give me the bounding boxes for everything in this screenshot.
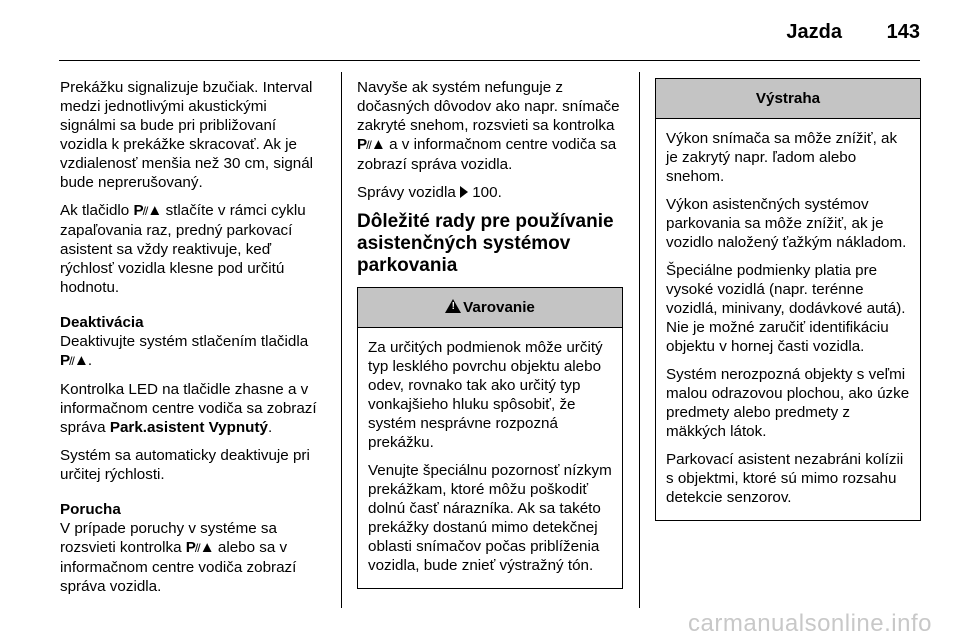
cross-reference: Správy vozidla 100. xyxy=(357,184,502,201)
caution-box-body xyxy=(656,119,920,520)
section-title: Jazda xyxy=(786,21,842,43)
paragraph: Systém nerozpozná objekty s veľmi malou odrazovou plochou, ako úzke predmety alebo predmety z mäkkých látok. xyxy=(666,366,910,440)
column-middle xyxy=(357,78,625,589)
column-left xyxy=(60,78,326,605)
paragraph: Systém sa automaticky deaktivuje pri určitej rýchlosti. xyxy=(60,447,310,483)
paragraph: Kontrolka LED na tlačidle zhasne a v informačnom centre vodiča sa zobrazí správa Park.asistent Vypnutý. xyxy=(60,381,317,436)
watermark: carmanualsonline.info xyxy=(688,610,932,637)
warning-box-body xyxy=(358,328,622,588)
warning-box xyxy=(357,287,623,589)
parking-assist-icon: P//▲ xyxy=(357,136,385,153)
page-reference-arrow-icon xyxy=(460,186,468,198)
paragraph: Špeciálne podmienky platia pre vysoké vozidlá (napr. terénne vozidlá, minivany, dodávkové autá). Nie je možné zaručiť identifikáciu objektu v hornej časti vozidla. xyxy=(666,262,906,355)
page-reference-link[interactable]: 100. xyxy=(472,184,502,201)
paragraph: V prípade poruchy v systéme sa rozsvieti kontrolka P//▲ alebo sa v informačnom centre vodiča zobrazí správa vozidla. xyxy=(60,520,297,595)
parking-assist-icon: P//▲ xyxy=(60,352,88,369)
parking-assist-icon: P//▲ xyxy=(133,202,162,219)
warning-triangle-icon: ! xyxy=(445,299,461,313)
header-divider xyxy=(59,60,920,61)
parking-assist-icon: P//▲ xyxy=(185,539,214,556)
caution-box xyxy=(655,78,921,521)
subheading-deactivation: Deaktivácia xyxy=(60,314,144,331)
warning-box-header: ! Varovanie xyxy=(358,288,622,328)
paragraph: Venujte špeciálnu pozornosť nízkym prekážkam, ktoré môžu poškodiť dolnú časť nárazníka. Ak sa takéto prekážky dostanú mimo detekčnej oblasti snímačov počas priblíženia vozidla, bude znieť výstražný tón. xyxy=(368,462,612,574)
column-divider xyxy=(639,72,640,608)
section-heading: Dôležité rady pre používanie asistenčných systémov parkovania xyxy=(357,211,614,276)
paragraph: Za určitých podmienok môže určitý typ lesklého povrchu objektu alebo odev, rovnako tak ako určitý typ vonkajšieho hluku spôsobiť, že systém nesprávne rozpozná prekážku. xyxy=(368,339,603,451)
column-divider xyxy=(341,72,342,608)
page-number: 143 xyxy=(886,21,920,43)
paragraph: Navyše ak systém nefunguje z dočasných dôvodov ako napr. snímače zakryté snehom, rozsvieti sa kontrolka P//▲ a v informačnom centre vodiča sa zobrazí správa vozidla. xyxy=(357,79,620,173)
paragraph: Prekážku signalizuje bzučiak. Interval medzi jednotlivými akustickými signálmi sa bude pri približovaní vozidla k prekážke skracovať. Ak je vzdialenosť menšia než 30 cm, signál bude neprerušovaný. xyxy=(60,79,314,191)
paragraph: Výkon snímača sa môže znížiť, ak je zakrytý napr. ľadom alebo snehom. xyxy=(666,130,898,185)
subheading-fault: Porucha xyxy=(60,501,121,518)
paragraph: Ak tlačidlo P//▲ stlačíte v rámci cyklu zapaľovania raz, predný parkovací asistent sa vždy reaktivuje, keď rýchlosť vozidla klesne pod určitú hodnotu. xyxy=(60,202,306,296)
paragraph: Výkon asistenčných systémov parkovania sa môže znížiť, ak je vozidlo naložený ťažkým nákladom. xyxy=(666,196,907,251)
paragraph: Deaktivujte systém stlačením tlačidla P//▲. xyxy=(60,333,309,369)
caution-box-header: Výstraha xyxy=(656,79,920,119)
display-message: Park.asistent Vypnutý xyxy=(109,419,268,436)
paragraph: Parkovací asistent nezabráni kolízii s objektmi, ktoré sú mimo rozsahu detekcie senzorov. xyxy=(666,451,904,506)
